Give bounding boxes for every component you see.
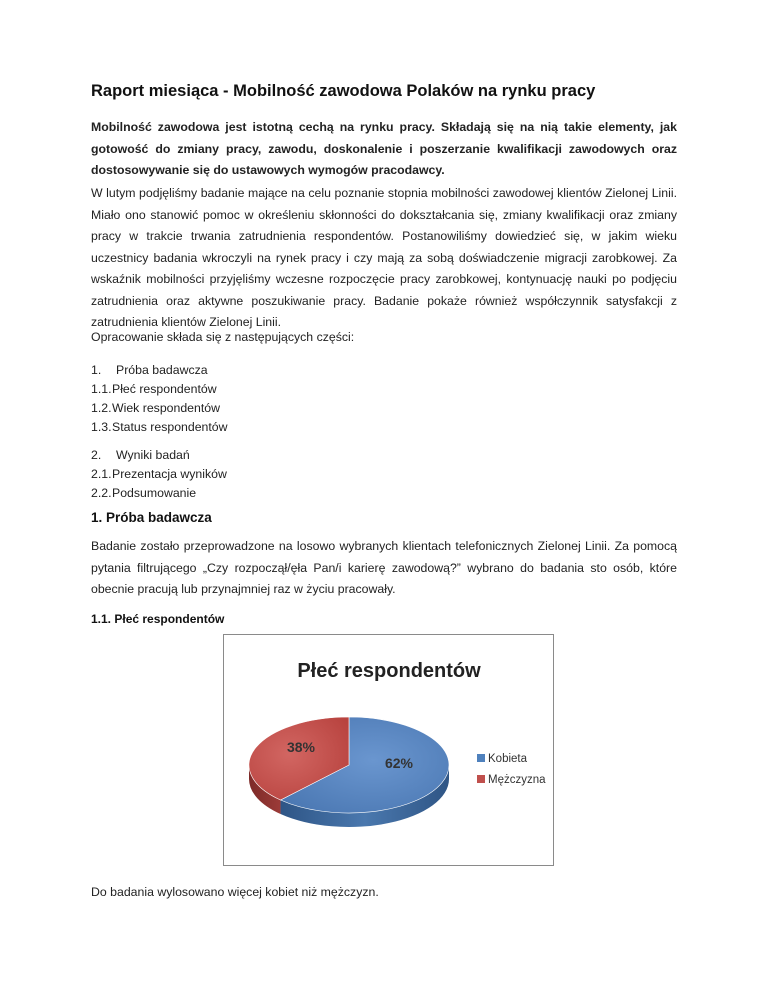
subsection-heading: 1.1. Płeć respondentów (91, 612, 225, 626)
toc-item-label: Płeć respondentów (112, 382, 217, 396)
toc-item-label: Podsumowanie (112, 486, 197, 500)
toc-item-label: Status respondentów (112, 420, 228, 434)
chart-title: Płeć respondentów (297, 660, 481, 682)
toc-item-label: Próba badawcza (116, 363, 208, 377)
toc-item-label: Prezentacja wyników (112, 467, 227, 481)
toc-item-number: 2.2. (91, 486, 112, 500)
study-description-paragraph: W lutym podjęliśmy badanie mające na celu poznanie stopnia mobilności zawodowej klientów Zielonej Linii. Miało ono stanowić pomoc w określeniu skłonności do dokształcania się, zmiany kwalifikacji oraz zmiany pracy w trakcie trwania zatrudnienia respondentów. Postanowiliśmy dowiedzieć się, w jakim wieku uczestnicy badania wkroczyli na rynek pracy i czy mają za sobą doświadczenie migracji zarobkowej. Za wskaźnik mobilności przyjęliśmy wczesne rozpoczęcie pracy zarobkowej, kontynuację nauki po podjęciu zatrudnienia oraz aktywne poszukiwanie pracy. Badanie pokaże również współczynnik satysfakcji z zatrudnienia klientów Zielonej Linii. (91, 186, 677, 329)
toc-item (91, 399, 228, 418)
document-title: Raport miesiąca - Mobilność zawodowa Polaków na rynku pracy (91, 82, 596, 100)
toc-item-number: 1. (91, 363, 102, 377)
pie-chart-box (223, 634, 554, 866)
table-of-contents-part-2 (91, 446, 227, 503)
toc-item-number: 1.3. (91, 420, 112, 434)
toc-item-label: Wyniki badań (116, 448, 190, 462)
toc-item (91, 465, 227, 484)
data-label: 38% (286, 739, 316, 755)
intro-paragraph: Mobilność zawodowa jest istotną cechą na rynku pracy. Składają się na nią takie elementy, jak gotowość do zmiany pracy, zawodu, doskonalenie i poszerzanie kwalifikacji zawodowych oraz dostosowywanie się do ustawowych wymogów pracodawcy. (91, 120, 677, 177)
toc-item-number: 1.1. (91, 382, 112, 396)
toc-item-number: 2.1. (91, 467, 112, 481)
toc-item-number: 1.2. (91, 401, 112, 415)
closing-paragraph: Do badania wylosowano więcej kobiet niż mężczyzn. (91, 885, 379, 899)
pie-chart (224, 635, 555, 867)
toc-item (91, 380, 228, 399)
toc-item (91, 418, 228, 437)
legend-swatch (477, 754, 485, 762)
toc-item (91, 484, 227, 503)
section-heading: 1. Próba badawcza (91, 510, 212, 525)
toc-item-label: Wiek respondentów (112, 401, 220, 415)
legend-label: Mężczyzna (488, 774, 546, 786)
section-paragraph: Badanie zostało przeprowadzone na losowo wybranych klientach telefonicznych Zielonej Linii. Za pomocą pytania filtrującego „Czy rozpoczął/ęła Pan/i karierę zawodową?” wybrano do badania sto osób, które obecnie pracują lub przynajmniej raz w życiu pracowały. (91, 539, 677, 596)
table-of-contents-part-1 (91, 361, 228, 437)
toc-item (91, 361, 228, 380)
toc-item (91, 446, 227, 465)
legend-swatch (477, 775, 485, 783)
contents-intro-paragraph: Opracowanie składa się z następujących części: (91, 330, 355, 344)
legend-label: Kobieta (488, 753, 528, 765)
toc-item-number: 2. (91, 448, 102, 462)
data-label: 62% (384, 755, 414, 771)
